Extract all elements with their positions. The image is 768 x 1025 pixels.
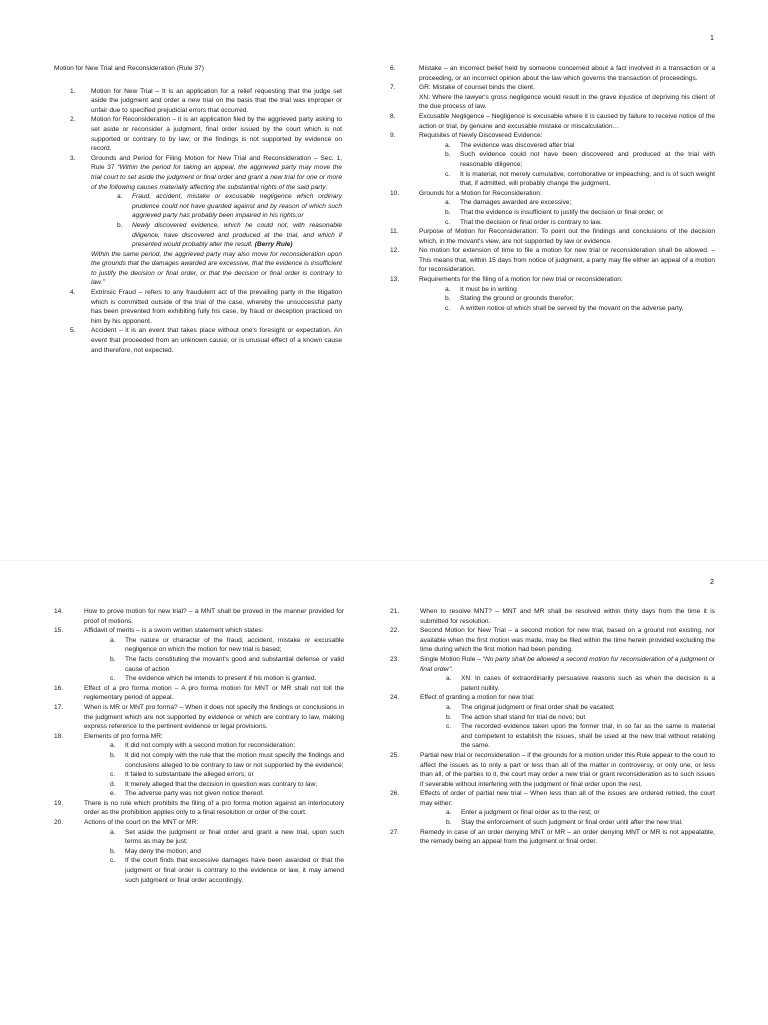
sub-item-text: Set aside the judgment or final order and grant a new trial, upon such terms as may be just; (125, 828, 344, 846)
item-text: Motion for New Trial – It is an application for a relief requesting that the judge set aside the judgment and order a new trial on the basis that the trial was improper or unfair due to specified prejudicial errors that occurred. (91, 87, 342, 114)
sub-item-text: A written notice of which shall be served by the movant on the adverse party. (460, 304, 684, 312)
sub-item-text: If the court finds that excessive damages have been awarded or that the judgment or final order is contrary to the evidence or law, it may amend such judgment or final order accordingly. (125, 857, 344, 884)
sub-item-letter: c. (445, 218, 451, 226)
item-text: Effect of granting a motion for new trial: (420, 694, 535, 702)
left-column (54, 64, 342, 355)
item-text: How to prove motion for new trial? – a MNT shall be proved in the manner provided for proof of motions. (84, 608, 344, 625)
sub-item-letter: b. (445, 208, 451, 216)
item-number: 1. (70, 87, 76, 95)
sub-item (84, 770, 344, 780)
sub-item-text: It failed to substantiate the alleged errors; or (125, 771, 254, 779)
sub-item-text: Stay the enforcement of such judgment or final order until after the new trial. (461, 819, 683, 827)
sub-item-text: Newly discovered evidence, which he could not, with reasonable diligence, have discovered and produced at the trial, and which if presented would probably alter the result. (132, 221, 342, 249)
sub-item-text: Stating the ground or grounds therefor; (460, 295, 574, 303)
sub-item-letter: a. (446, 809, 452, 817)
sub-item-text: The recorded evidence taken upon the former trial, in so far as the same is material and competent to establish the issues, shall be used at the new trial without retaking the same. (461, 723, 715, 750)
item-number: 15. (54, 627, 64, 635)
sub-item (419, 170, 715, 189)
sub-item-text: It must be in writing (460, 285, 517, 293)
item-number: 4. (70, 289, 76, 297)
sub-item (84, 674, 344, 684)
item-text: No motion for extension of time to file a motion for new trial or reconsideration shall be allowed. – This means that, within 15 days from notice of judgment, a party may file either an appeal of a motion for reconsideration. (419, 247, 715, 274)
item-number: 22. (390, 627, 400, 635)
list-item (54, 732, 344, 799)
sub-item (420, 703, 715, 713)
sub-item-letter: c. (110, 857, 116, 865)
sub-item-letter: b. (446, 819, 452, 827)
sub-item (419, 150, 715, 169)
sub-item-text: The action shall stand for trial de novo; but (461, 713, 586, 721)
item-text: Actions of the court on the MNT or MR: (84, 819, 199, 827)
item-number: 17. (54, 703, 64, 711)
sub-list (84, 828, 344, 886)
sub-item (419, 141, 715, 151)
list-item (54, 87, 342, 116)
item-list (54, 87, 342, 356)
sub-item-text: That the decision or final order is contrary to law. (460, 218, 602, 226)
sub-item (84, 655, 344, 674)
list-item (390, 83, 715, 112)
sub-list (420, 674, 715, 693)
sub-item-letter: a. (110, 828, 116, 836)
sub-item-letter: a. (446, 703, 452, 711)
item-number: 9. (390, 132, 396, 140)
list-item (54, 154, 342, 288)
sub-list (420, 703, 715, 751)
sub-item-text: Fraud, accident, mistake or excusable negligence which ordinary prudence could not have guarded against and by reason of which such aggrieved party has probably been impaired in his rights;or (132, 193, 342, 220)
left-column (54, 607, 344, 885)
item-number: 3. (70, 154, 76, 162)
list-item (54, 115, 342, 153)
sub-item-text: The nature or character of the fraud, accident, mistake or excusable negligence on which the motion for new trial is based; (125, 636, 344, 654)
sub-item-text: That the evidence is insufficient to justify the decision or final order; or (460, 208, 664, 216)
sub-item-text: The facts constituting the movant's good and substantial defense or valid cause of action (125, 655, 344, 673)
item-text: When to resolve MNT? – MNT and MR shall be resolved within thirty days from the time it is submitted for resolution. (420, 608, 715, 625)
sub-item-letter: c. (446, 723, 452, 731)
sub-item-text: The original judgment or final order shall be vacated; (461, 703, 615, 711)
sub-item-text: It is material, not merely cumulative, corroborative or impeaching, and is of such weight that, if admitted, will probably change the judgment. (460, 170, 715, 188)
sub-item (91, 221, 342, 250)
item-text: There is no rule which prohibits the filing of a pro forma motion against an interlocutory order as the prohibition applies only to a final resolution or order of the court. (84, 799, 344, 817)
item-text: Motion for Reconsideration – it is an application filed by the aggrieved party asking to set aside or reconsider a judgment, final order issued by the court which is not supported or contrary to by law; or the findings is not supported by evidence on record. (91, 116, 342, 153)
sub-item-letter: a. (110, 636, 116, 644)
list-item (390, 189, 715, 227)
sub-item-letter: e. (110, 790, 116, 798)
item-text: Single Motion Rule – (420, 655, 483, 663)
list-item (390, 751, 715, 789)
item-number: 27. (390, 828, 400, 836)
list-item (390, 227, 715, 246)
item-text: Excusable Negligence – Negligence is excusable where it is caused by failure to receive notice of the action or trial, by genuine and excusable mistake or miscalculation… (419, 112, 715, 130)
right-column (390, 64, 715, 313)
list-item (390, 131, 715, 189)
page-number: 2 (709, 577, 714, 586)
sub-item (419, 304, 715, 314)
sub-item-text: It merely alleged that the decision in question was contrary to law; (125, 780, 318, 788)
sub-item-letter: c. (445, 170, 451, 178)
sub-item-letter: b. (445, 295, 451, 303)
sub-item-letter: b. (110, 655, 116, 663)
sub-item-letter: a. (445, 199, 451, 207)
list-item (54, 288, 342, 326)
item-text: Accident – it is an event that takes place without one's foresight or expectation. An event that proceeded from an unknown cause; or is unusual effect of a known cause and therefore, not expected. (91, 327, 342, 354)
sub-list (419, 285, 715, 314)
sub-item (420, 808, 715, 818)
sub-item-letter: a. (117, 193, 123, 201)
list-item (54, 799, 344, 818)
item-number: 26. (390, 790, 400, 798)
sub-item-letter: b. (110, 751, 116, 759)
item-number: 20. (54, 819, 64, 827)
sub-item (84, 847, 344, 857)
sub-item (420, 713, 715, 723)
sub-item (84, 780, 344, 790)
item-text: Remedy in case of an order denying MNT or MR – an order denying MNT or MR is not appealable, the remedy being an appeal from the judgment or final order. (420, 828, 715, 846)
sub-item (84, 789, 344, 799)
sub-item-letter: a. (446, 675, 452, 683)
sub-item-letter: b. (445, 151, 451, 159)
sub-item (420, 674, 715, 693)
item-number: 10. (390, 189, 400, 197)
item-list (390, 64, 715, 313)
item-text: Requirements for the filing of a motion for new trial or reconsideration: (419, 276, 623, 284)
list-item (54, 684, 344, 703)
item-text: When is MR or MNT pro forma? – When it does not specify the findings or conclusions in the judgment which are not supported by evidence or which are contrary to law, making express reference to the pertinent evidence or legal provisions. (84, 703, 344, 731)
list-item (390, 655, 715, 693)
list-item (54, 818, 344, 885)
item-text: Mistake – an incorrect belief held by someone concerned about a fact involved in a transaction or a proceeding, or an incorrect opinion about the law which governs the transaction of proceedings. (419, 65, 715, 82)
item-list (390, 607, 715, 847)
item-text: Purpose of Motion for Reconsideration: To point out the findings and conclusions of the decision which, in the movant's view, are not supported by law or evidence. (419, 228, 715, 245)
item-number: 7. (390, 84, 396, 92)
item-note: XN: Where the lawyer's gross negligence would result in the grave injustice of depriving his client of the due process of law. (419, 93, 715, 111)
item-list (54, 607, 344, 885)
item-text: Partial new trial or reconsideration – if the grounds for a motion under this Rule appear to the court to affect the issues as to only a part or less than all of the matter in controversy, or only one, or less than all, of the parties to it, the court may order a new trial or grant reconsideration as to such issues if severable without interfering with the judgment or final order upon the rest. (420, 751, 715, 788)
list-item (390, 64, 715, 83)
item-number: 13. (390, 276, 400, 284)
sub-item-letter: a. (445, 285, 451, 293)
list-item (54, 326, 342, 355)
item-text: Affidavit of merits – is a sworn written statement which states: (84, 627, 264, 635)
list-item (390, 626, 715, 655)
sub-item-text: XN: In cases of extraordinarily persuasive reasons such as when the decision is a patent nullity. (461, 675, 715, 692)
sub-item-letter: a. (110, 742, 116, 750)
item-number: 23. (390, 655, 400, 663)
sub-item-text: The damages awarded are excessive; (460, 199, 572, 207)
sub-item-letter: a. (445, 141, 451, 149)
sub-item (420, 722, 715, 751)
item-number: 19. (54, 799, 64, 807)
list-item (390, 693, 715, 751)
item-text: Extrinsic Fraud – refers to any fraudulent act of the prevailing party in the litigation which is committed outside of the trial of the case, whereby the unsuccessful party has been prevented from exhibiting fully his case, by fraud or deception practiced on him by his opponent. (91, 289, 342, 325)
sub-item-text: The evidence was discovered after trial (460, 141, 575, 149)
list-item (390, 828, 715, 847)
item-text: GR: Mistake of counsel binds the client. (419, 84, 535, 92)
sub-item (419, 218, 715, 228)
item-number: 21. (390, 608, 400, 615)
item-quote: “No party shall be allowed a second motion for reconsideration of a judgment or final order”. (420, 655, 715, 673)
sub-item-text: The evidence which he intends to present if his motion is granted. (125, 675, 317, 683)
sub-item (91, 192, 342, 221)
sub-item-text: May deny the motion; and (125, 847, 201, 855)
sub-item-letter: d. (110, 780, 116, 788)
sub-item (84, 751, 344, 770)
list-item (54, 703, 344, 732)
sub-item (419, 198, 715, 208)
sub-item-text: Enter a judgment or final order as to the rest; or (461, 809, 600, 817)
item-number: 2. (70, 116, 76, 124)
sub-item-text: It did not comply with a second motion for reconsideration; (125, 742, 296, 750)
item-text: Grounds and Period for Filing Motion for New Trial and Reconsideration – Sec. 1, Rule 37 (91, 154, 342, 172)
sub-list (84, 636, 344, 684)
item-number: 18. (54, 732, 64, 740)
item-number: 24. (390, 694, 400, 702)
item-text: Grounds for a Motion for Reconsideration: (419, 189, 542, 197)
right-column (390, 607, 715, 847)
item-continuation: Within the same period, the aggrieved party may also move for reconsideration upon the grounds that the damages awarded are excessive, that the evidence is insufficient to justify the decision or final order, or that the decision or final order is contrary to law.” (91, 250, 342, 287)
sub-item-letter: b. (110, 847, 116, 855)
sub-list (84, 741, 344, 799)
item-text: Elements of pro forma MR: (84, 732, 163, 740)
list-item (390, 789, 715, 827)
sub-item (419, 294, 715, 304)
list-item (390, 112, 715, 131)
sub-item (84, 828, 344, 847)
list-item (390, 275, 715, 313)
item-number: 5. (70, 327, 76, 335)
sub-list (419, 141, 715, 189)
item-number: 16. (54, 684, 64, 692)
sub-item (419, 285, 715, 295)
sub-item (420, 818, 715, 828)
item-number: 12. (390, 247, 400, 255)
sub-item-letter: c. (110, 675, 116, 683)
item-number: 6. (390, 65, 396, 72)
list-item (390, 607, 715, 626)
sub-item-letter: c. (445, 304, 451, 312)
list-item (54, 626, 344, 684)
sub-item-emphasis: (Berry Rule) (252, 241, 293, 249)
item-quote: “Within the period for taking an appeal, the aggrieved party may move the trial court to set aside the judgment or final order and grant a new trial for one or more of the following causes materially affecting the substantial rights of the said party: (91, 164, 342, 191)
item-text: Requisites of Newly Discovered Evidence: (419, 132, 543, 140)
document-title: Motion for New Trial and Reconsideration (Rule 37) (54, 65, 204, 72)
page-number: 1 (709, 33, 714, 42)
document-page-2 (0, 560, 768, 1025)
list-item (54, 607, 344, 626)
item-text: Effect of a pro forma motion – A pro forma motion for MNT or MR shall not toll the reglementary period of appeal. (84, 684, 344, 702)
sub-item (84, 636, 344, 655)
sub-item-letter: b. (117, 221, 123, 229)
sub-list (419, 198, 715, 227)
sub-item-text: Such evidence could not have been discovered and produced at the trial with reasonable diligence; (460, 151, 715, 168)
item-number: 25. (390, 751, 400, 759)
item-number: 8. (390, 112, 396, 120)
sub-item-text: It did not comply with the rule that the motion must specify the findings and conclusions alleged to be contrary to law or not supported by the evidence; (125, 751, 344, 769)
sub-item-letter: b. (446, 713, 452, 721)
item-text: Second Motion for New Trial – a second motion for new trial, based on a ground not existing, nor available when the first motion was made, may be filed within the time herein provided excluding the time during which the first motion had been pending. (420, 627, 715, 654)
list-item (390, 246, 715, 275)
sub-item (84, 741, 344, 751)
sub-item (419, 208, 715, 218)
sub-item-text: The adverse party was not given notice thereof. (125, 790, 264, 798)
item-text: Effects of order of partial new trial – When less than all of the issues are ordered retried, the court may either: (420, 790, 715, 807)
item-number: 11. (390, 228, 399, 236)
sub-item (84, 856, 344, 885)
sub-list (91, 192, 342, 250)
sub-item-letter: c. (110, 771, 116, 779)
item-number: 14. (54, 608, 64, 615)
sub-list (420, 808, 715, 827)
